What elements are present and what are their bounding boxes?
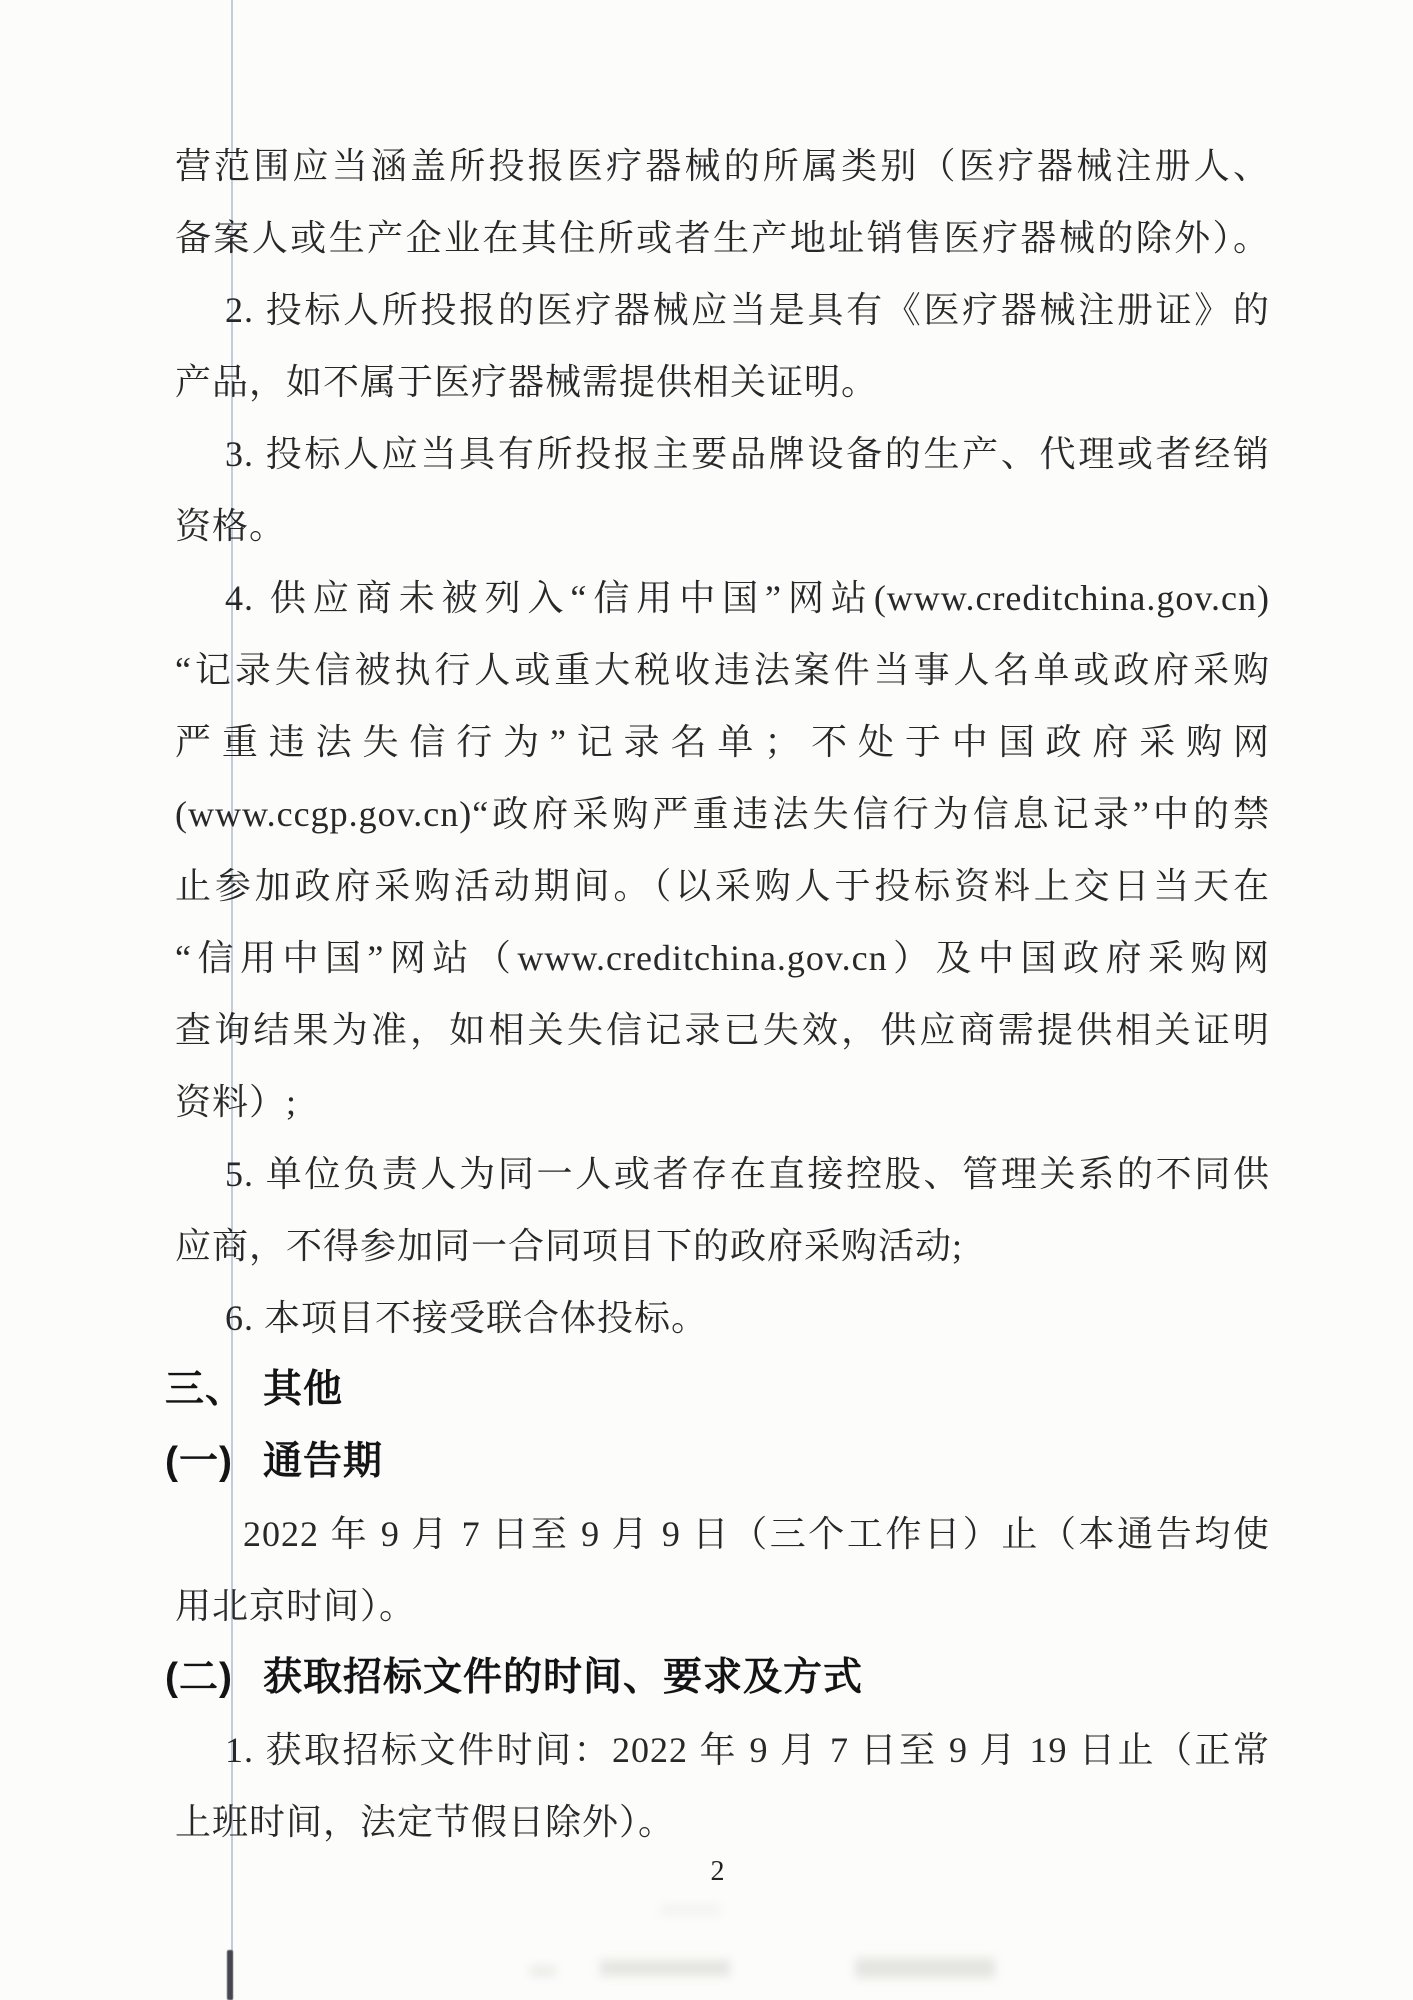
- text-line: 3. 投标人应当具有所投报主要品牌设备的生产、代理或者经销: [225, 434, 1270, 474]
- text-line: 1. 获取招标文件时间：2022 年 9 月 7 日至 9 月 19 日止（正常: [225, 1730, 1270, 1770]
- text-line: 2. 投标人所投报的医疗器械应当是具有《医疗器械注册证》的: [225, 290, 1270, 330]
- text-line: 4. 供应商未被列入“信用中国”网站(www.creditchina.gov.cn): [225, 578, 1270, 618]
- section-number: (二): [165, 1656, 233, 1699]
- text-line: 查询结果为准，如相关失信记录已失效，供应商需提供相关证明: [175, 1010, 1270, 1050]
- text-line: 备案人或生产企业在其住所或者生产地址销售医疗器械的除外）。: [175, 218, 1270, 258]
- section-number: 三、: [165, 1368, 246, 1411]
- text-line: 5. 单位负责人为同一人或者存在直接控股、管理关系的不同供: [225, 1154, 1270, 1194]
- text-line: “记录失信被执行人或重大税收违法案件当事人名单或政府采购: [175, 650, 1270, 690]
- section-title: 其他: [263, 1368, 344, 1411]
- bleedthrough-artifact: [530, 1966, 556, 1976]
- bleedthrough-artifact: [660, 1905, 720, 1915]
- text-line: 资格。: [175, 506, 287, 546]
- fold-line-dark-artifact: [227, 1950, 233, 2000]
- bleedthrough-artifact: [600, 1960, 730, 1976]
- text-line: 产品，如不属于医疗器械需提供相关证明。: [175, 362, 879, 402]
- text-line: 资料）;: [175, 1082, 298, 1122]
- section-heading-obtain-documents: [165, 1642, 1270, 1714]
- section-number: (一): [165, 1440, 233, 1483]
- section-title: 通告期: [263, 1440, 384, 1483]
- text-line: 应商，不得参加同一合同项目下的政府采购活动;: [175, 1226, 964, 1266]
- document-body: [165, 130, 1270, 1858]
- section-heading-notice-period: [165, 1426, 1270, 1498]
- text-line: 用北京时间）。: [175, 1586, 417, 1626]
- text-line: “信用中国”网站（www.creditchina.gov.cn）及中国政府采购网: [175, 938, 1270, 978]
- text-line: 止参加政府采购活动期间。（以采购人于投标资料上交日当天在: [175, 866, 1270, 906]
- section-heading-other: [165, 1354, 1270, 1426]
- text-line: 2022 年 9 月 7 日至 9 月 9 日（三个工作日）止（本通告均使: [243, 1514, 1270, 1554]
- text-line: 严重违法失信行为”记录名单；不处于中国政府采购网: [175, 722, 1270, 762]
- bleedthrough-artifact: [855, 1958, 995, 1978]
- text-line: 上班时间，法定节假日除外）。: [175, 1802, 676, 1842]
- text-line: (www.ccgp.gov.cn)“政府采购严重违法失信行为信息记录”中的禁: [175, 794, 1270, 834]
- section-title: 获取招标文件的时间、要求及方式: [263, 1656, 864, 1699]
- page-number: 2: [710, 1856, 725, 1887]
- text-line: 6. 本项目不接受联合体投标。: [225, 1298, 709, 1338]
- text-line: 营范围应当涵盖所投报医疗器械的所属类别（医疗器械注册人、: [175, 146, 1270, 186]
